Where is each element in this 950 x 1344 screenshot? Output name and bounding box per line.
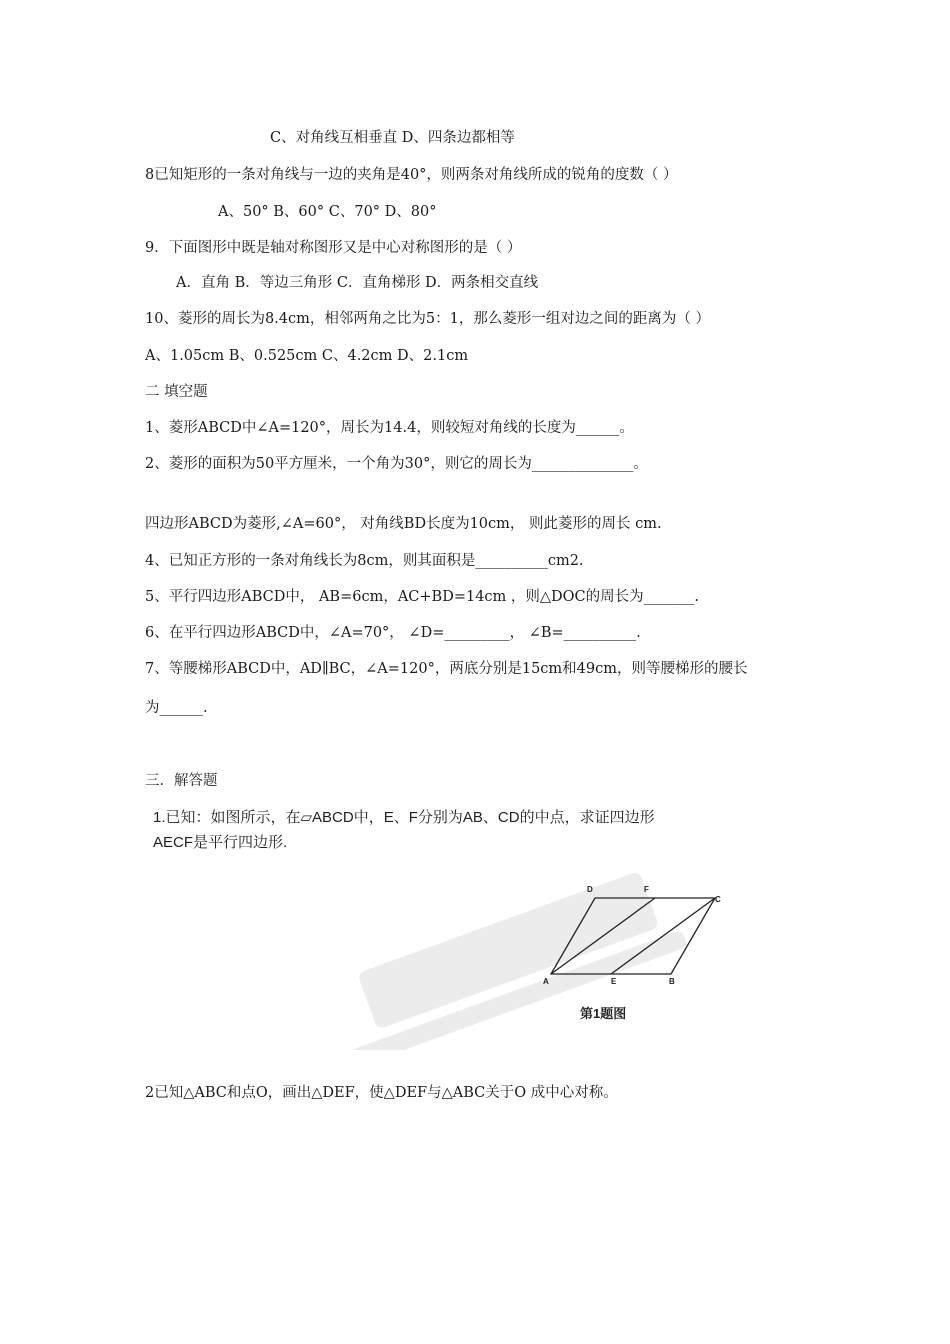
parallelogram-figure bbox=[535, 878, 735, 988]
option-line-c-d: C、对角线互相垂直 D、四条边都相等 bbox=[270, 130, 515, 146]
question-8-options: A、50° B、60° C、70° D、80° bbox=[218, 204, 437, 220]
segment-af bbox=[551, 898, 655, 974]
point-label-e: E bbox=[611, 977, 617, 986]
figure-caption: 第1题图 bbox=[580, 1006, 627, 1021]
fill-question-1: 1、菱形ABCD中∠A=120°，周长为14.4，则较短对角线的长度为______。 bbox=[145, 420, 634, 436]
fill-question-5: 5、平行四边形ABCD中， AB=6cm，AC+BD=14cm ，则△DOC的周长为_______. bbox=[145, 589, 700, 605]
question-9: 9．下面图形中既是轴对称图形又是中心对称图形的是（ ） bbox=[145, 240, 522, 256]
point-label-c: C bbox=[715, 895, 721, 904]
parallelogram-abcd bbox=[551, 898, 715, 974]
question-8: 8已知矩形的一条对角线与一边的夹角是40°，则两条对角线所成的锐角的度数（ ） bbox=[145, 167, 678, 183]
section-fill-in-heading: 二 填空题 bbox=[145, 384, 208, 400]
fill-question-7: 7、等腰梯形ABCD中，AD∥BC，∠A=120°，两底分别是15cm和49cm，则等腰梯形的腰长 bbox=[145, 661, 748, 677]
question-10: 10、菱形的周长为8.4cm，相邻两角之比为5：1，那么菱形一组对边之间的距离为（ ） bbox=[145, 311, 710, 327]
point-label-d: D bbox=[587, 885, 593, 894]
fill-question-4: 4、已知正方形的一条对角线长为8cm，则其面积是__________cm2. bbox=[145, 553, 584, 569]
fill-question-6: 6、在平行四边形ABCD中，∠A=70°， ∠D=_________， ∠B=__________. bbox=[145, 625, 641, 641]
question-10-options: A、1.05cm B、0.525cm C、4.2cm D、2.1cm bbox=[145, 348, 469, 364]
section-answer-heading: 三．解答题 bbox=[145, 773, 218, 789]
point-label-f: F bbox=[644, 885, 649, 894]
answer-question-2: 2已知△ABC和点O，画出△DEF，使△DEF与△ABC关于O 成中心对称。 bbox=[145, 1085, 618, 1101]
fill-question-7-cont: 为______. bbox=[145, 700, 208, 716]
problem-1-line-2: AECF是平行四边形. bbox=[153, 834, 288, 851]
problem-1-line-1: 1.已知：如图所示，在▱ABCD中，E、F分别为AB、CD的中点，求证四边形 bbox=[153, 809, 655, 826]
point-label-a: A bbox=[543, 977, 549, 986]
point-label-b: B bbox=[669, 977, 675, 986]
fill-question-2: 2、菱形的面积为50平方厘米，一个角为30°，则它的周长为______________。 bbox=[145, 456, 648, 472]
fill-question-3: 四边形ABCD为菱形,∠A=60°， 对角线BD长度为10cm， 则此菱形的周长 cm. bbox=[145, 516, 662, 532]
question-9-options: A．直角 B．等边三角形 C．直角梯形 D．两条相交直线 bbox=[176, 275, 539, 291]
segment-ec bbox=[611, 898, 715, 974]
